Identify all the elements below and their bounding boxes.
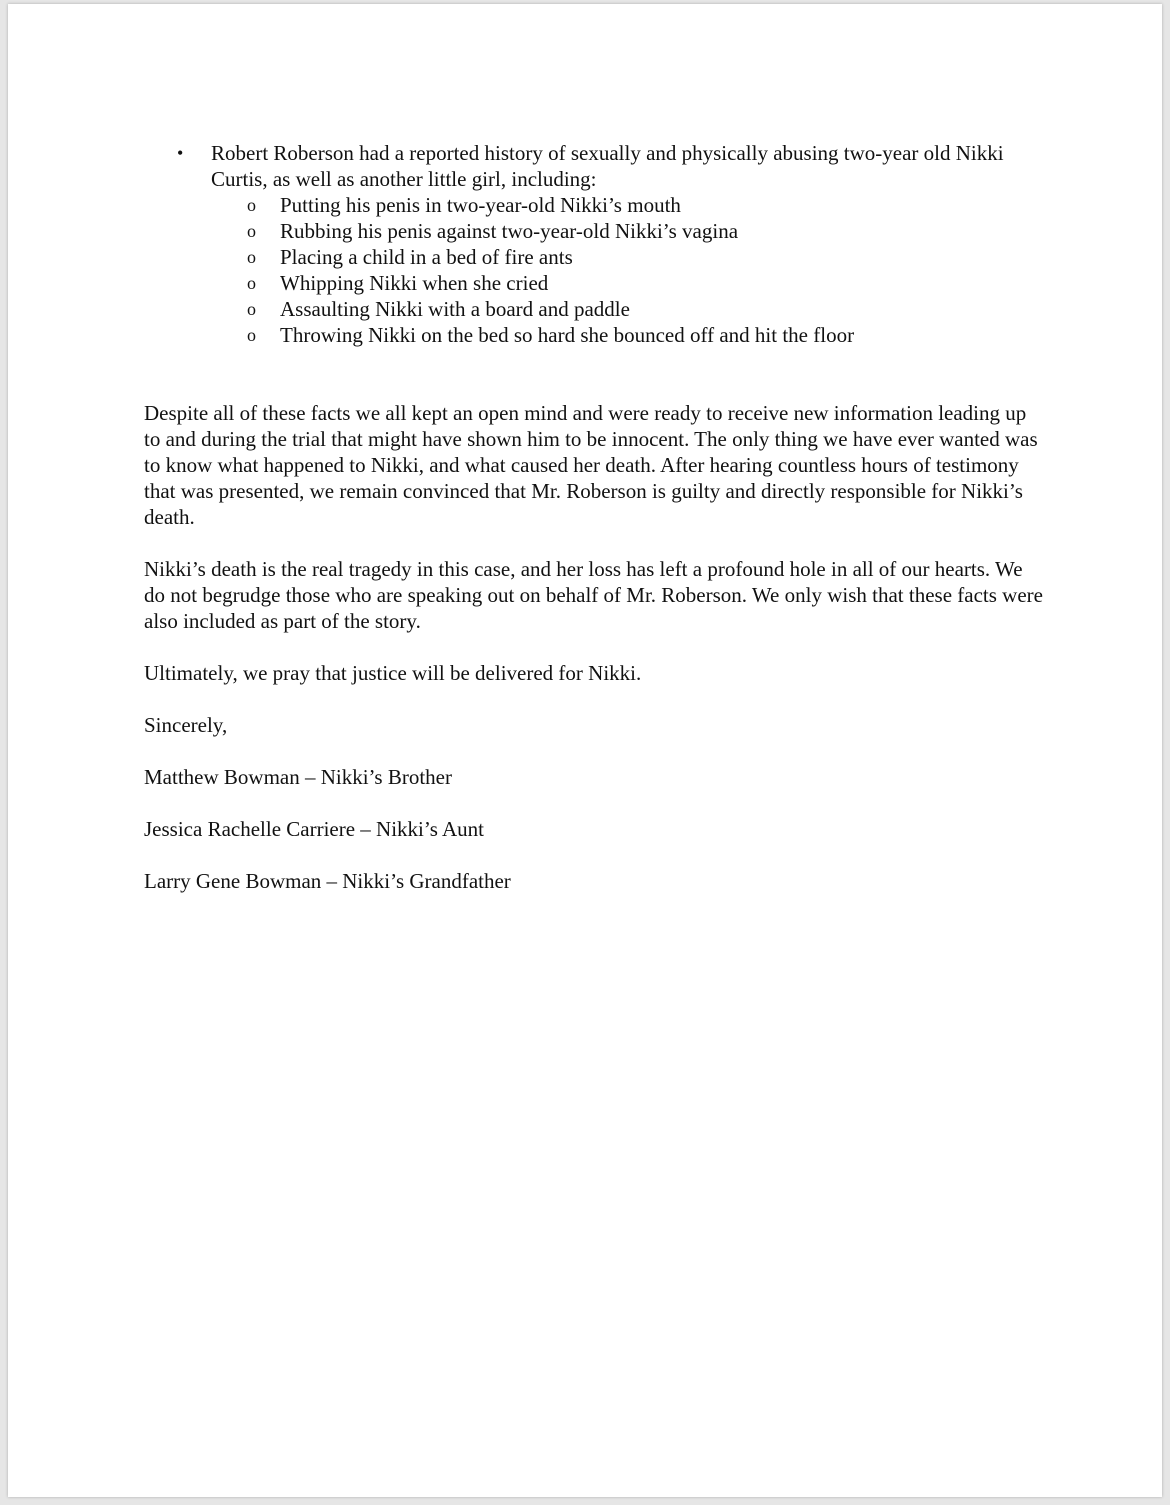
sub-bullet-list (211, 192, 1044, 348)
sub-bullet-marker: o (247, 221, 256, 241)
bullet-item (144, 140, 1044, 348)
signature-line: Jessica Rachelle Carriere – Nikki’s Aunt (144, 817, 484, 841)
sub-bullet-item (211, 296, 1044, 322)
sub-bullet-text: Whipping Nikki when she cried (280, 271, 549, 295)
sub-bullet-item (211, 218, 1044, 244)
sub-bullet-marker: o (247, 299, 256, 319)
sub-bullet-text: Assaulting Nikki with a board and paddle (280, 297, 630, 321)
sub-bullet-item (211, 192, 1044, 218)
sub-bullet-text: Placing a child in a bed of fire ants (280, 245, 573, 269)
sub-bullet-text: Throwing Nikki on the bed so hard she bounced off and hit the floor (280, 323, 855, 347)
sub-bullet-text: Putting his penis in two-year-old Nikki’s mouth (280, 193, 681, 217)
document-page (8, 4, 1162, 1497)
sub-bullet-item (211, 244, 1044, 270)
sub-bullet-text: Rubbing his penis against two-year-old Nikki’s vagina (280, 219, 739, 243)
paragraph-open-mind: Despite all of these facts we all kept an open mind and were ready to receive new information leading up to and during the trial that might have shown him to be innocent. The only thing we have ever wanted was to know what happened to Nikki, and what caused her death. After hearing countless hours of testimony that was presented, we remain convinced that Mr. Roberson is guilty and directly responsible for Nikki’s death. (144, 401, 1038, 529)
sub-bullet-item (211, 270, 1044, 296)
closing-salutation: Sincerely, (144, 713, 228, 737)
sub-bullet-item (211, 322, 1044, 348)
sub-bullet-marker: o (247, 325, 256, 345)
bullet-intro-text: Robert Roberson had a reported history of sexually and physically abusing two-year old Nikki Curtis, as well as another little girl, including: (211, 141, 1004, 191)
signature-line: Larry Gene Bowman – Nikki’s Grandfather (144, 869, 511, 893)
signature-line: Matthew Bowman – Nikki’s Brother (144, 765, 452, 789)
paragraph-justice: Ultimately, we pray that justice will be delivered for Nikki. (144, 661, 642, 685)
sub-bullet-marker: o (247, 247, 256, 267)
bullet-marker: • (177, 143, 184, 163)
sub-bullet-marker: o (247, 195, 256, 215)
paragraph-tragedy: Nikki’s death is the real tragedy in this case, and her loss has left a profound hole in all of our hearts. We do not begrudge those who are speaking out on behalf of Mr. Roberson. We only wish that these facts were also included as part of the story. (144, 557, 1043, 633)
letter-body (144, 140, 1044, 894)
sub-bullet-marker: o (247, 273, 256, 293)
